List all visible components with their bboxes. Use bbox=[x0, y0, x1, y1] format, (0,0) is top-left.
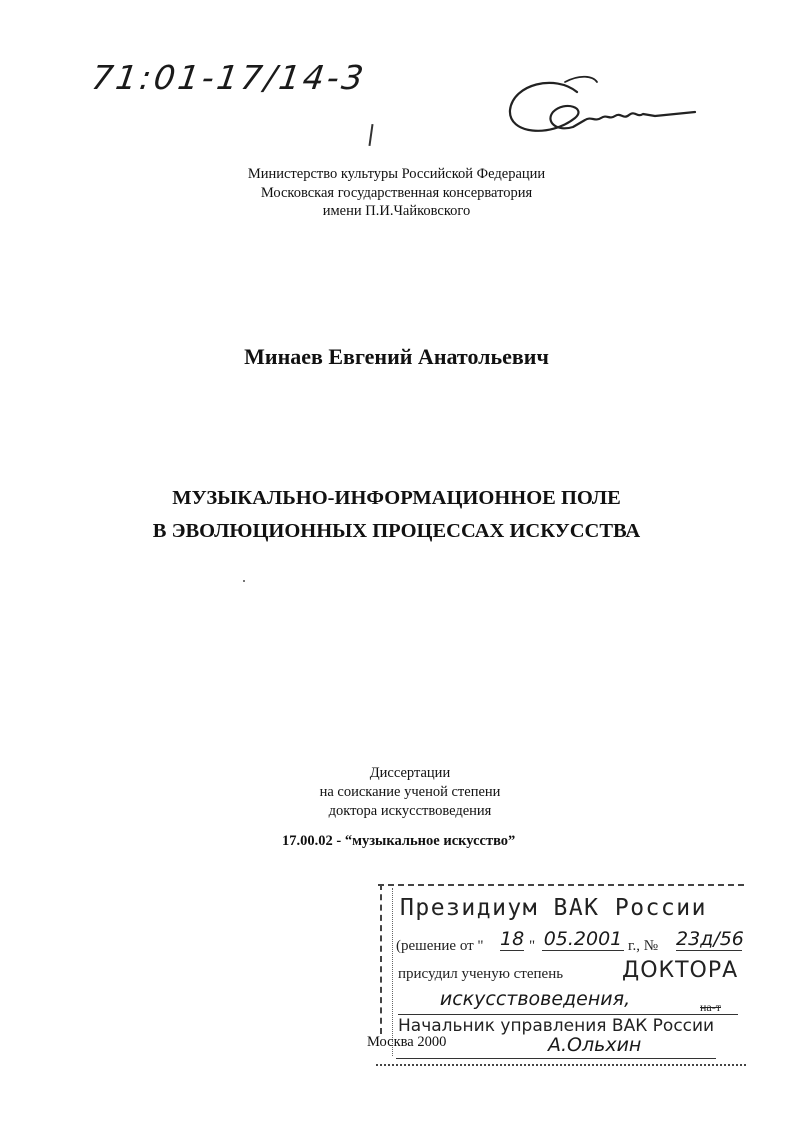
stamp-field: искусствоведения, bbox=[439, 988, 631, 1010]
title-line-2: В ЭВОЛЮЦИОННЫХ ПРОЦЕССАХ ИСКУССТВА bbox=[152, 520, 641, 542]
stamp-awarded-text: присудил ученую степень bbox=[398, 966, 564, 982]
stamp-decision-quote: " bbox=[529, 938, 536, 954]
stamp-field-rule bbox=[398, 1014, 738, 1015]
title-line-1: МУЗЫКАЛЬНО-ИНФОРМАЦИОННОЕ ПОЛЕ bbox=[172, 487, 621, 509]
specialty-code: 17.00.02 - “музыкальное искусство” bbox=[282, 833, 516, 849]
degree-line-3: доктора искусствоведения bbox=[328, 803, 492, 819]
degree-line-1: Диссертации bbox=[369, 765, 451, 781]
city-year: Москва 2000 bbox=[367, 1034, 447, 1050]
author-name: Минаев Евгений Анатольевич bbox=[244, 344, 549, 369]
stamp-decision-prefix: (решение от " bbox=[396, 938, 484, 954]
stamp-signature: А.Ольхин bbox=[548, 1034, 642, 1056]
stamp-official: Начальник управления ВАК России bbox=[398, 1016, 715, 1036]
stamp-border-inner bbox=[392, 888, 393, 1056]
stamp-nap: на-т bbox=[700, 1000, 721, 1014]
institution-line-2: Московская государственная консерватория bbox=[260, 185, 533, 201]
stamp-decision-day: 18 bbox=[500, 928, 525, 950]
scan-speck bbox=[243, 580, 245, 582]
degree-line-2: на соискание ученой степени bbox=[319, 784, 501, 800]
stamp-border-top bbox=[378, 884, 744, 886]
stamp-border-bottom bbox=[376, 1064, 746, 1066]
stamp-decision-g: г., № bbox=[628, 938, 659, 954]
stamp-signature-rule bbox=[396, 1058, 716, 1059]
signature-top-right bbox=[505, 72, 705, 147]
stamp-decision-number: 23д/56 bbox=[676, 928, 744, 950]
stamp-header: Президиум ВАК России bbox=[400, 895, 707, 921]
pen-tick-mark bbox=[368, 124, 373, 146]
stamp-border-left bbox=[380, 884, 382, 1034]
institution-line-3: имени П.И.Чайковского bbox=[322, 203, 471, 219]
stamp-awarded-degree: ДОКТОРА bbox=[622, 958, 739, 983]
institution-line-1: Министерство культуры Российской Федерации bbox=[247, 166, 546, 182]
archive-number: 71:01-17/14-3 bbox=[89, 58, 369, 97]
stamp-decision-date: 05.2001 bbox=[543, 928, 623, 950]
